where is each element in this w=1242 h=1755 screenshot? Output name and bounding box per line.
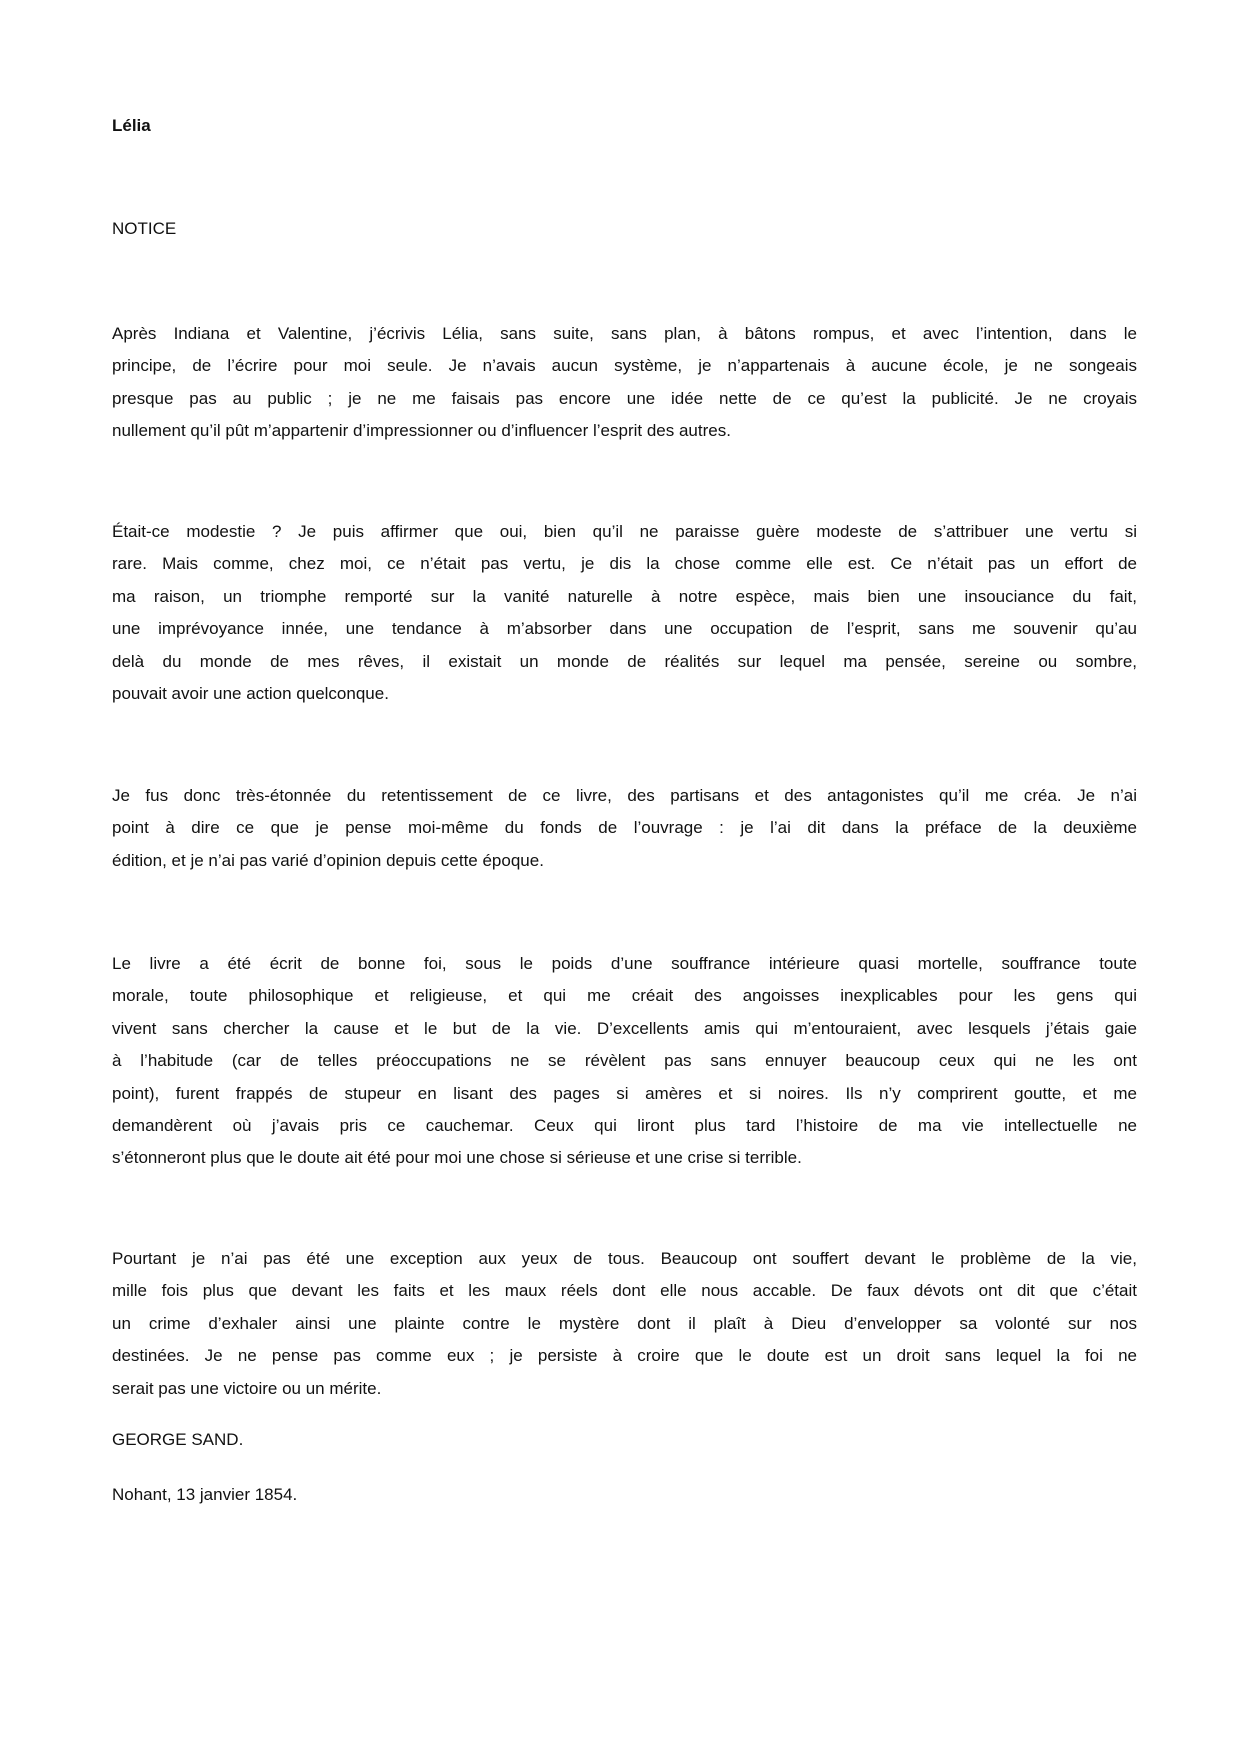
signature: GEORGE SAND. [112,1430,244,1449]
text-line: Le livre a été écrit de bonne foi, sous le poids d’une souffrance intérieure quasi mortelle, souffrance toute [112,954,1137,973]
text-line: presque pas au public ; je ne me faisais pas encore une idée nette de ce qu’est la publicité. Je ne croyais [112,388,1137,408]
text-line: Pourtant je n’ai pas été une exception aux yeux de tous. Beaucoup ont souffert devant le problème de la vie, [112,1249,1137,1268]
text-line: un crime d’exhaler ainsi une plainte contre le mystère dont il plaît à Dieu d’envelopper sa volonté sur nos [112,1313,1137,1333]
paragraph [112,516,1137,710]
text-line: à l’habitude (car de telles préoccupations ne se révèlent pas sans ennuyer beaucoup ceux qui ne les ont [112,1051,1137,1071]
text-line: mille fois plus que devant les faits et les maux réels dont elle nous accable. De faux dévots ont dit que c’était [112,1281,1137,1301]
text-line: une imprévoyance innée, une tendance à m’absorber dans une occupation de l’esprit, sans me souvenir qu’au [112,619,1137,639]
text-line: morale, toute philosophique et religieuse, et qui me créait des angoisses inexplicables pour les gens qui [112,986,1137,1006]
paragraph [112,948,1137,1175]
text-line: point), furent frappés de stupeur en lisant des pages si amères et si noires. Ils n’y comprirent goutte, et me [112,1083,1137,1103]
text-line: point à dire ce que je pense moi-même du fonds de l’ouvrage : je l’ai dit dans la préface de la deuxième [112,818,1137,838]
paragraph [112,318,1137,448]
text-line: demandèrent où j’avais pris ce cauchemar. Ceux qui liront plus tard l’histoire de ma vie intellectuelle ne [112,1115,1137,1135]
text-line: édition, et je n’ai pas varié d’opinion depuis cette époque. [112,850,544,870]
document-title: Lélia [112,116,151,135]
paragraph [112,780,1137,877]
text-line: serait pas une victoire ou un mérite. [112,1378,382,1398]
text-line: destinées. Je ne pense pas comme eux ; je persiste à croire que le doute est un droit sans lequel la foi ne [112,1346,1137,1366]
text-line: Je fus donc très-étonnée du retentissement de ce livre, des partisans et des antagonistes qu’il me créa. Je n’ai [112,786,1137,805]
text-line: ma raison, un triomphe remporté sur la vanité naturelle à notre espèce, mais bien une insouciance du fait, [112,586,1137,606]
text-line: Après Indiana et Valentine, j’écrivis Lélia, sans suite, sans plan, à bâtons rompus, et avec l’intention, dans le [112,324,1137,343]
text-line: vivent sans chercher la cause et le but de la vie. D’excellents amis qui m’entouraient, avec lesquels j’étais gaie [112,1018,1137,1038]
paragraph [112,1243,1137,1405]
text-line: rare. Mais comme, chez moi, ce n’était pas vertu, je dis la chose comme elle est. Ce n’était pas un effort de [112,554,1137,574]
text-line: Était-ce modestie ? Je puis affirmer que oui, bien qu’il ne paraisse guère modeste de s’attribuer une vertu si [112,522,1137,541]
dateline: Nohant, 13 janvier 1854. [112,1485,298,1504]
text-line: principe, de l’écrire pour moi seule. Je n’avais aucun système, je n’appartenais à aucune école, je ne songeais [112,356,1137,376]
section-heading: NOTICE [112,219,177,238]
text-line: delà du monde de mes rêves, il existait un monde de réalités sur lequel ma pensée, sereine ou sombre, [112,651,1137,671]
text-line: nullement qu’il pût m’appartenir d’impressionner ou d’influencer l’esprit des autres. [112,421,731,441]
text-line: pouvait avoir une action quelconque. [112,683,389,703]
text-line: s’étonneront plus que le doute ait été pour moi une chose si sérieuse et une crise si terrible. [112,1148,802,1168]
